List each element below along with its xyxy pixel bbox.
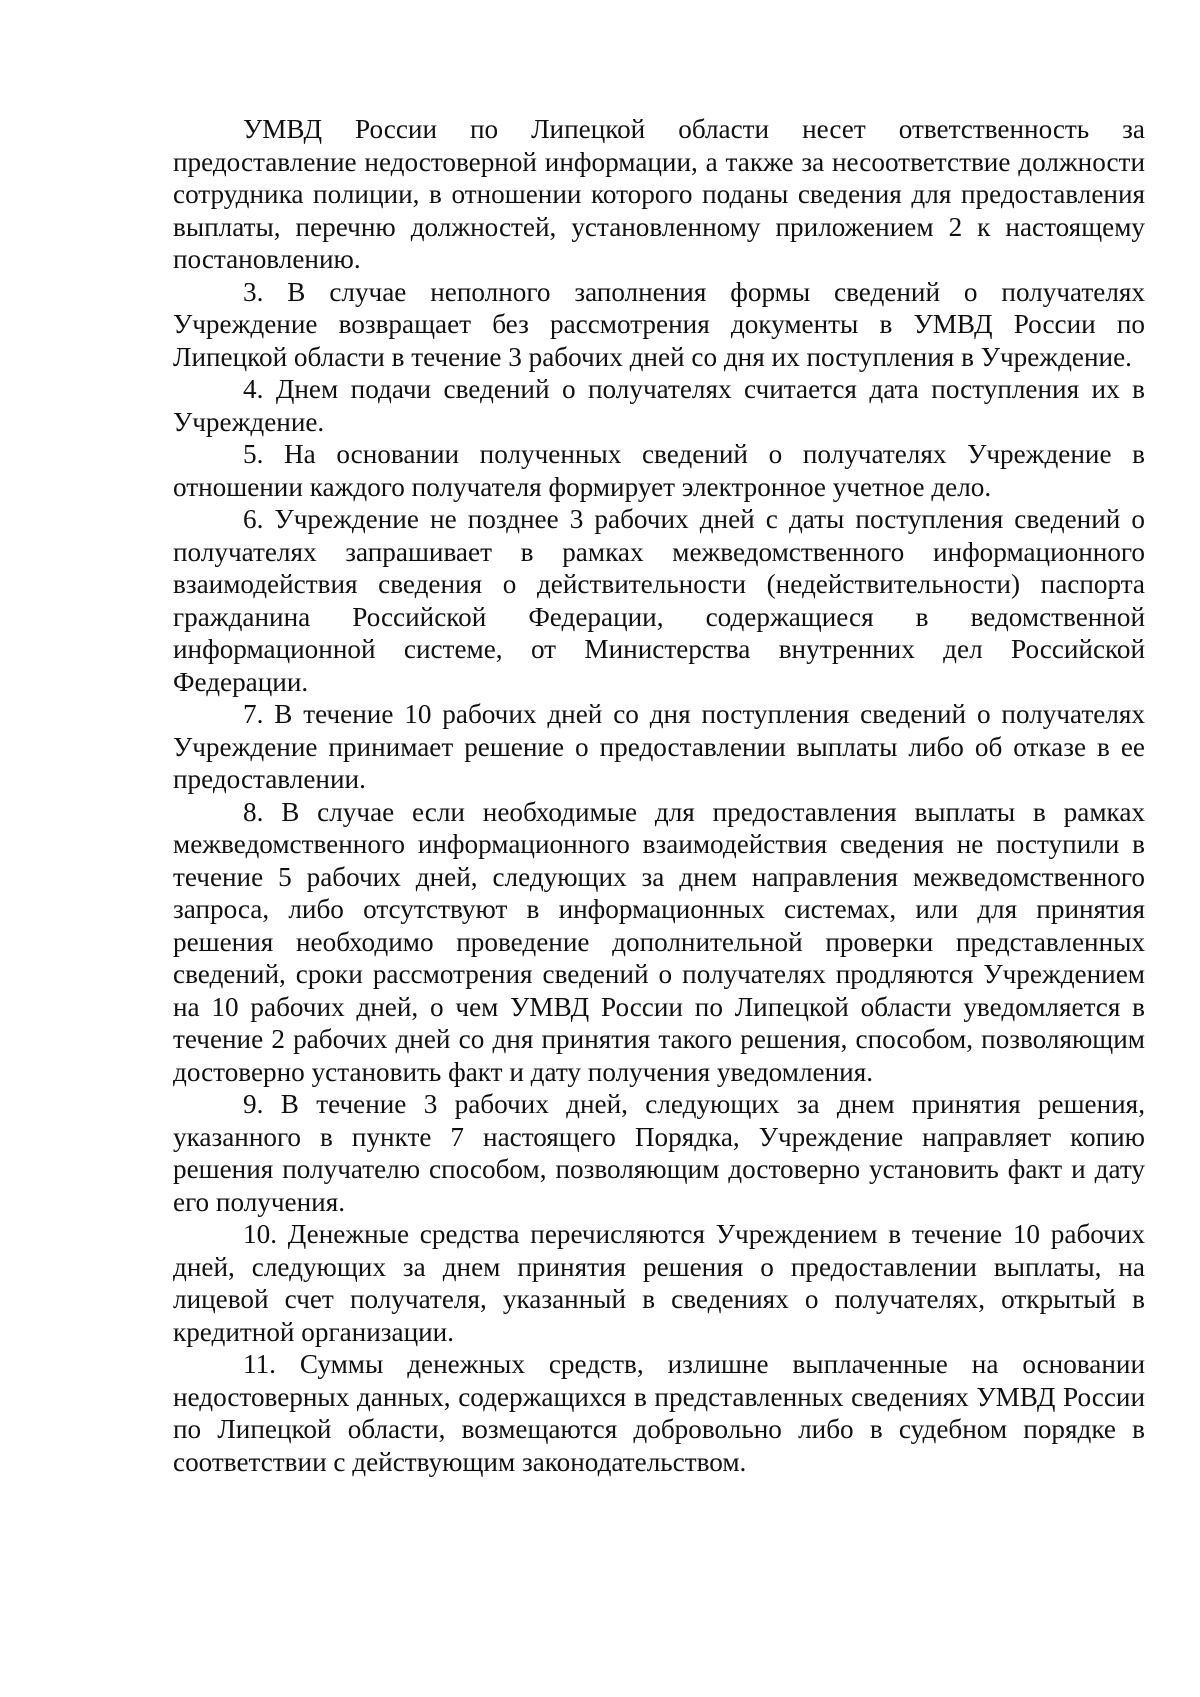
paragraph-item-9: 9. В течение 3 рабочих дней, следующих за днем принятия решения, указанного в пункте 7 настоящего Порядка, Учреждение направляет копию решения получателю способом, позволяющим достоверно установить факт и дату его получения. xyxy=(173,1089,1145,1217)
document-body xyxy=(173,113,1145,1478)
paragraph-item-4: 4. Днем подачи сведений о получателях считается дата поступления их в Учреждение. xyxy=(173,374,1145,437)
paragraph-item-7: 7. В течение 10 рабочих дней со дня поступления сведений о получателях Учреждение принимает решение о предоставлении выплаты либо об отказе в ее предоставлении. xyxy=(173,699,1145,794)
paragraph-item-3: 3. В случае неполного заполнения формы сведений о получателях Учреждение возвращает без рассмотрения документы в УМВД России по Липецкой области в течение 3 рабочих дней со дня их поступления в Учреждение. xyxy=(173,276,1145,372)
paragraph-item-6: 6. Учреждение не позднее 3 рабочих дней с даты поступления сведений о получателях запрашивает в рамках межведомственного информационного взаимодействия сведения о действительности (недействительности) паспорта гражданина Российской Федерации, содержащиеся в ведомственной информационной системе, от Министерства внутренних дел Российской Федерации. xyxy=(173,504,1145,697)
paragraph-item-8: 8. В случае если необходимые для предоставления выплаты в рамках межведомственного информационного взаимодействия сведения не поступили в течение 5 рабочих дней, следующих за днем направления межведомственного запроса, либо отсутствуют в информационных системах, или для принятия решения необходимо проведение дополнительной проверки представленных сведений, сроки рассмотрения сведений о получателях продляются Учреждением на 10 рабочих дней, о чем УМВД России по Липецкой области уведомляется в течение 2 рабочих дней со дня принятия такого решения, способом, позволяющим достоверно установить факт и дату получения уведомления. xyxy=(173,796,1145,1087)
paragraph-item-11: 11. Суммы денежных средств, излишне выплаченные на основании недостоверных данных, содержащихся в представленных сведениях УМВД России по Липецкой области, возмещаются добровольно либо в судебном порядке в соответствии с действующим законодательством. xyxy=(173,1349,1145,1477)
paragraph-umvd-responsibility: УМВД России по Липецкой области несет ответственность за предоставление недостоверной информации, а также за несоответствие должности сотрудника полиции, в отношении которого поданы сведения для предоставления выплаты, перечню должностей, установленному приложением 2 к настоящему постановлению. xyxy=(173,114,1145,274)
paragraph-item-5: 5. На основании полученных сведений о получателях Учреждение в отношении каждого получателя формирует электронное учетное дело. xyxy=(173,439,1145,502)
paragraph-item-10: 10. Денежные средства перечисляются Учреждением в течение 10 рабочих дней, следующих за днем принятия решения о предоставлении выплаты, на лицевой счет получателя, указанный в сведениях о получателях, открытый в кредитной организации. xyxy=(173,1219,1145,1347)
